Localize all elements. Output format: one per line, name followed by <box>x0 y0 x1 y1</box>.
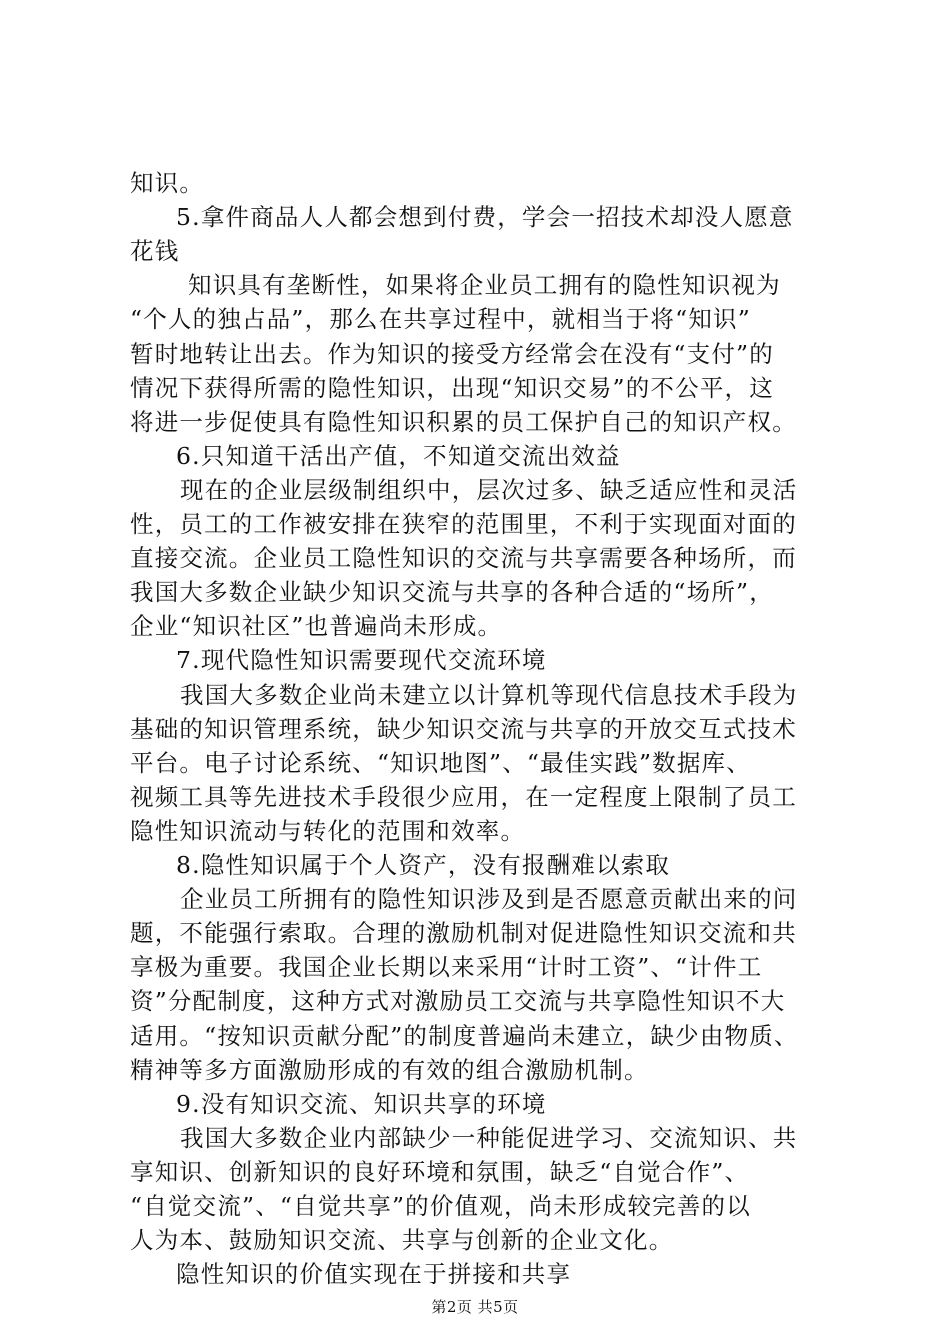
text-line: 企业员工所拥有的隐性知识涉及到是否愿意贡献出来的问 <box>180 885 798 914</box>
text-line: “个人的独占品”，那么在共享过程中，就相当于将“知识” <box>130 305 751 334</box>
text-line: 我国大多数企业缺少知识交流与共享的各种合适的“场所”， <box>130 578 774 607</box>
text-line: 题，不能强行索取。合理的激励机制对促进隐性知识交流和共 <box>130 919 797 948</box>
text-line: 人为本、鼓励知识交流、共享与创新的企业文化。 <box>130 1226 674 1255</box>
text-line: 基础的知识管理系统，缺少知识交流与共享的开放交互式技术 <box>130 714 797 743</box>
heading-5: 5.拿件商品人人都会想到付费，学会一招技术却没人愿意 <box>176 203 794 232</box>
heading-9: 9.没有知识交流、知识共享的环境 <box>176 1089 547 1118</box>
section-heading: 隐性知识的价值实现在于拼接和共享 <box>176 1260 572 1289</box>
text-line: 现在的企业层级制组织中，层次过多、缺乏适应性和灵活 <box>180 475 798 504</box>
heading-7: 7.现代隐性知识需要现代交流环境 <box>176 646 547 675</box>
text-line: 适用。“按知识贡献分配”的制度普遍尚未建立，缺少由物质、 <box>130 1021 799 1050</box>
text-line: 隐性知识流动与转化的范围和效率。 <box>130 816 526 845</box>
text-line: 直接交流。企业员工隐性知识的交流与共享需要各种场所，而 <box>130 544 797 573</box>
text-line: “自觉交流”、“自觉共享”的价值观，尚未形成较完善的以 <box>130 1192 751 1220</box>
text-line: 精神等多方面激励形成的有效的组合激励机制。 <box>130 1055 649 1084</box>
text-line: 平台。电子讨论系统、“知识地图”、“最佳实践”数据库、 <box>130 748 751 777</box>
text-line: 视频工具等先进技术手段很少应用，在一定程度上限制了员工 <box>130 782 797 811</box>
text-line: 享知识、创新知识的良好环境和氛围，缺乏“自觉合作”、 <box>130 1157 750 1186</box>
text-line: 知识。 <box>130 169 205 197</box>
text-line: 情况下获得所需的隐性知识，出现“知识交易”的不公平，这 <box>130 373 774 402</box>
heading-8: 8.隐性知识属于个人资产，没有报酬难以索取 <box>176 851 671 879</box>
text-line: 性，员工的工作被安排在狭窄的范围里，不利于实现面对面的 <box>130 510 797 538</box>
text-line: 我国大多数企业尚未建立以计算机等现代信息技术手段为 <box>180 680 798 709</box>
text-line: 花钱 <box>130 237 180 266</box>
text-line: 暂时地转让出去。作为知识的接受方经常会在没有“支付”的 <box>130 339 774 368</box>
text-line: 知识具有垄断性，如果将企业员工拥有的隐性知识视为 <box>188 271 781 300</box>
text-line: 将进一步促使具有隐性知识积累的员工保护自己的知识产权。 <box>130 407 797 436</box>
heading-6: 6.只知道干活出产值，不知道交流出效益 <box>176 441 621 470</box>
page-footer: 第2页 共5页 <box>431 1298 519 1316</box>
text-line: 企业“知识社区”也普遍尚未形成。 <box>130 612 503 641</box>
text-line: 我国大多数企业内部缺少一种能促进学习、交流知识、共 <box>180 1123 798 1152</box>
text-line: 享极为重要。我国企业长期以来采用“计时工资”、“计件工 <box>130 953 763 982</box>
text-line: 资”分配制度，这种方式对激励员工交流与共享隐性知识不大 <box>130 987 786 1016</box>
